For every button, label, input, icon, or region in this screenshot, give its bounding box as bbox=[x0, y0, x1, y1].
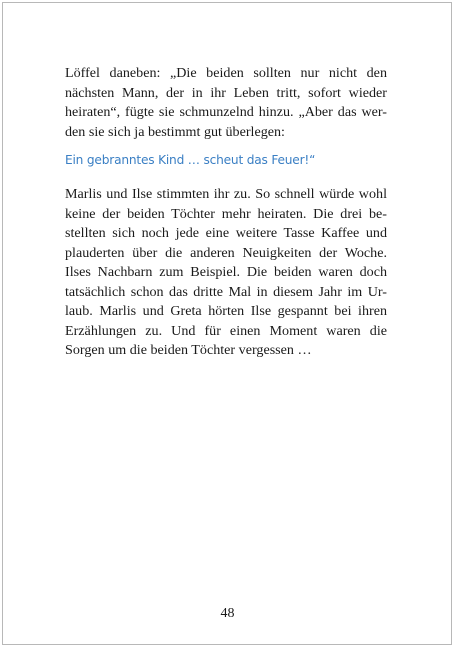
paragraph-2-line: stellten sich noch jede eine weitere Tasse Kaffee und bbox=[65, 225, 387, 241]
paragraph-1-line: Löffel daneben: „Die beiden sollten nur nicht den bbox=[65, 65, 387, 81]
paragraph-2-line: Marlis und Ilse stimmten ihr zu. So schnell würde wohl bbox=[65, 186, 387, 202]
paragraph-1 bbox=[65, 64, 387, 142]
paragraph-1-line: nächsten Mann, der in ihr Leben tritt, sofort wieder bbox=[65, 84, 387, 101]
paragraph-2-line: laub. Marlis und Greta hörten Ilse gespannt bei ihren bbox=[65, 303, 387, 319]
paragraph-1-line: heiraten“, fügte sie schmunzelnd hinzu. „Aber das wer- bbox=[65, 104, 387, 120]
paragraph-2-line: Erzählungen zu. Und für einen Moment waren die bbox=[65, 322, 387, 339]
paragraph-2 bbox=[65, 185, 387, 361]
paragraph-2-line: keine der beiden Töchter mehr heiraten. Die drei be- bbox=[65, 205, 387, 222]
paragraph-2-line: plauderten über die anderen Neuigkeiten der Woche. bbox=[65, 244, 387, 261]
paragraph-2-line: Ilses Nachbarn zum Beispiel. Die beiden waren doch bbox=[65, 264, 387, 280]
paragraph-1-line: den sie sich ja bestimmt gut überlegen: bbox=[65, 123, 285, 140]
highlighted-quote: Ein gebranntes Kind … scheut das Feuer!“ bbox=[65, 153, 316, 167]
paragraph-2-line: tatsächlich schon das dritte Mal in diesem Jahr im Ur- bbox=[65, 283, 387, 300]
page-number: 48 bbox=[220, 606, 235, 621]
paragraph-2-line: Sorgen um die beiden Töchter vergessen … bbox=[65, 342, 312, 358]
